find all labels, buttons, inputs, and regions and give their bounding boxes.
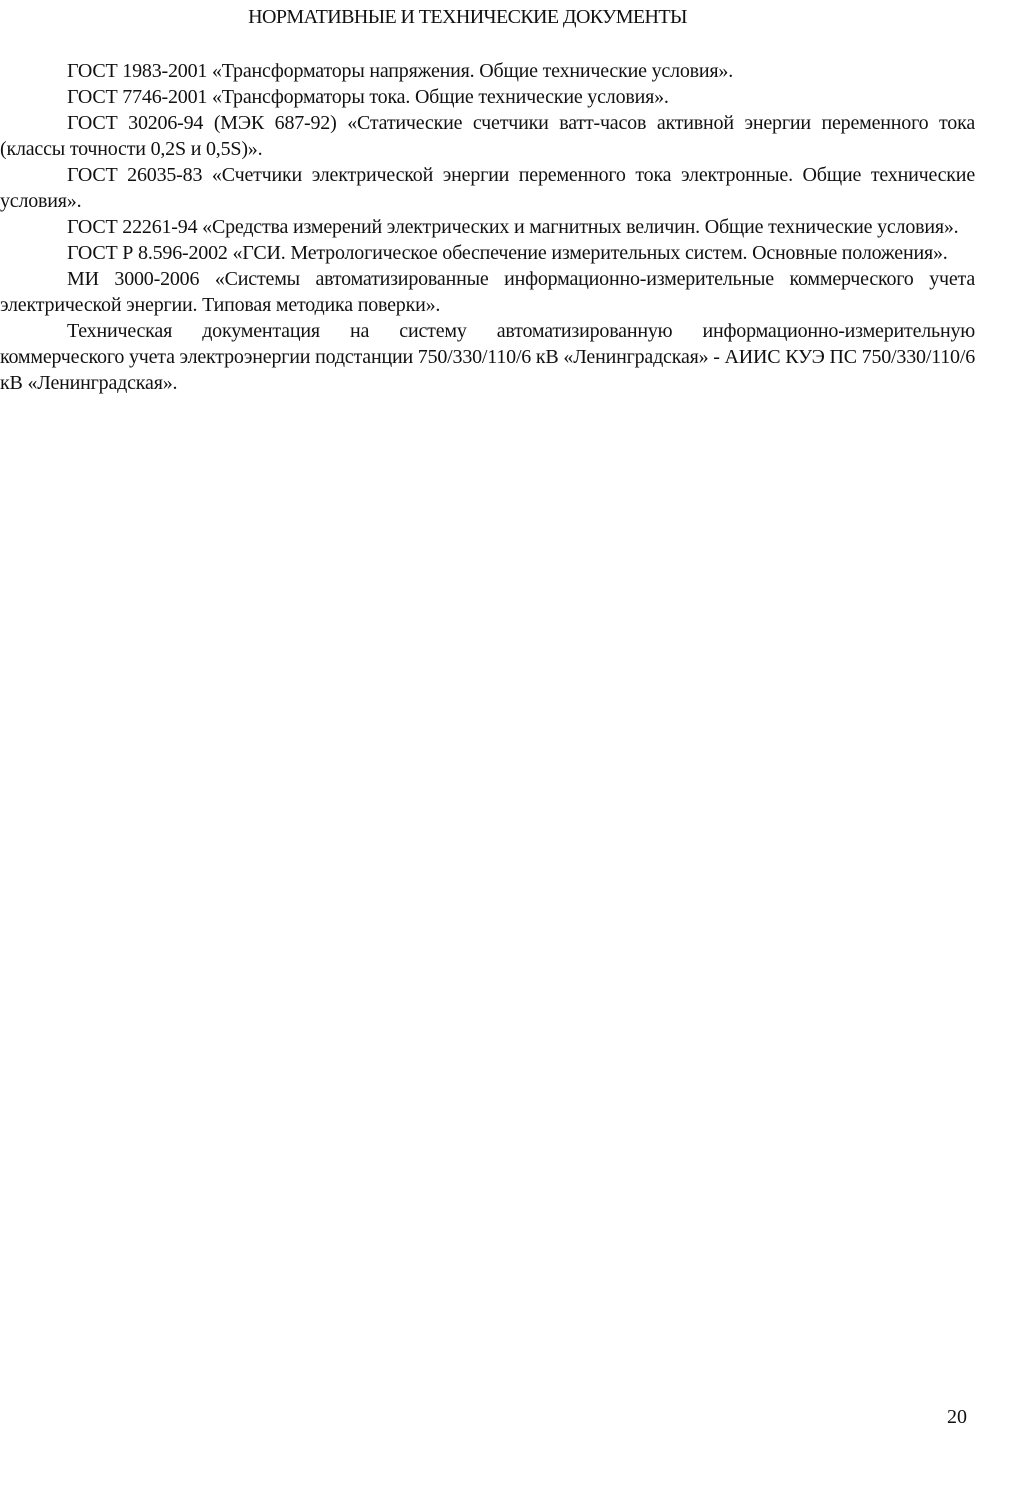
paragraph-gost-26035: ГОСТ 26035-83 «Счетчики электрической энергии переменного тока электронные. Общие технические условия». (0, 164, 975, 212)
page-title: НОРМАТИВНЫЕ И ТЕХНИЧЕСКИЕ ДОКУМЕНТЫ (248, 6, 687, 28)
document-body (0, 58, 975, 396)
paragraph-gost-22261: ГОСТ 22261-94 «Средства измерений электрических и магнитных величин. Общие технические условия». (67, 216, 959, 238)
page-number: 20 (947, 1406, 967, 1428)
paragraph-gost-30206: ГОСТ 30206-94 (МЭК 687-92) «Статические счетчики ватт-часов активной энергии переменного тока (классы точности 0,2S и 0,5S)». (0, 112, 975, 160)
paragraph-technical-documentation: Техническая документация на систему автоматизированную информационно-измерительную коммерческого учета электроэнергии подстанции 750/330/110/6 кВ «Ленинградская» - АИИС КУЭ ПС 750/330/110/6 кВ «Ленинградская». (0, 320, 975, 394)
paragraph-mi-3000: МИ 3000-2006 «Системы автоматизированные информационно-измерительные коммерческого учета электрической энергии. Типовая методика поверки». (0, 268, 975, 316)
paragraph-gost-7746: ГОСТ 7746-2001 «Трансформаторы тока. Общие технические условия». (67, 86, 669, 108)
paragraph-gost-r-8596: ГОСТ Р 8.596-2002 «ГСИ. Метрологическое обеспечение измерительных систем. Основные положения». (67, 242, 948, 264)
paragraph-gost-1983: ГОСТ 1983-2001 «Трансформаторы напряжения. Общие технические условия». (67, 60, 734, 82)
